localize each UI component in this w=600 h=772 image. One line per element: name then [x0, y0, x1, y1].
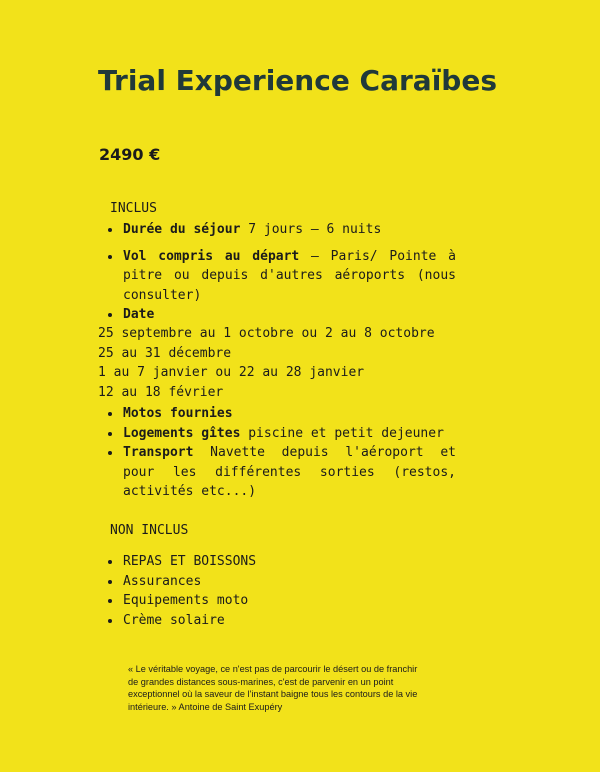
non-inclus-list — [106, 552, 456, 630]
date-line: 1 au 7 janvier ou 22 au 28 janvier — [98, 365, 365, 381]
list-item: Crème solaire — [106, 611, 456, 631]
item-text: Navette depuis l'aéroport et pour les différentes sorties (restos, activités etc...) — [123, 445, 456, 499]
list-item: REPAS ET BOISSONS — [106, 552, 456, 572]
date-line: 25 septembre au 1 octobre ou 2 au 8 octobre — [98, 326, 435, 341]
item-label: Transport — [123, 445, 194, 460]
item-label: Motos fournies — [123, 406, 233, 421]
date-line: 12 au 18 février — [98, 385, 224, 401]
list-item: Assurances — [106, 572, 456, 592]
item-label: Date — [123, 307, 155, 322]
page-title: Trial Experience Caraïbes — [98, 64, 497, 97]
item-label: Logements gîtes — [123, 425, 241, 441]
item-text: – Paris/ Pointe à pitre ou depuis d'autres aéroports (nous consulter) — [123, 248, 456, 303]
date-line: 25 au 31 décembre — [98, 345, 232, 361]
list-item — [106, 443, 456, 502]
list-item — [106, 305, 456, 325]
section-label-non-inclus: NON INCLUS — [110, 523, 189, 538]
quote: « Le véritable voyage, ce n'est pas de parcourir le désert ou de franchir de grandes distances sous-marines, c'est de parvenir en un point exceptionnel où la saveur de l'instant baigne tous les contours de la vie intérieure. » Antoine de Saint Exupéry — [128, 664, 418, 712]
item-label: Durée du séjour — [123, 222, 241, 237]
list-item — [106, 424, 456, 444]
list-item — [106, 404, 456, 424]
list-item — [106, 247, 456, 306]
item-label: Vol compris au départ — [123, 248, 300, 264]
item-text: 7 jours – 6 nuits — [240, 222, 382, 237]
inclus-list-bottom — [106, 404, 456, 502]
date-list — [98, 324, 435, 403]
item-text: piscine et petit dejeuner — [240, 425, 444, 441]
price: 2490 € — [99, 145, 161, 164]
inclus-list-top — [106, 220, 456, 325]
list-item — [106, 220, 456, 240]
list-item: Equipements moto — [106, 591, 456, 611]
section-label-inclus: INCLUS — [110, 201, 157, 216]
